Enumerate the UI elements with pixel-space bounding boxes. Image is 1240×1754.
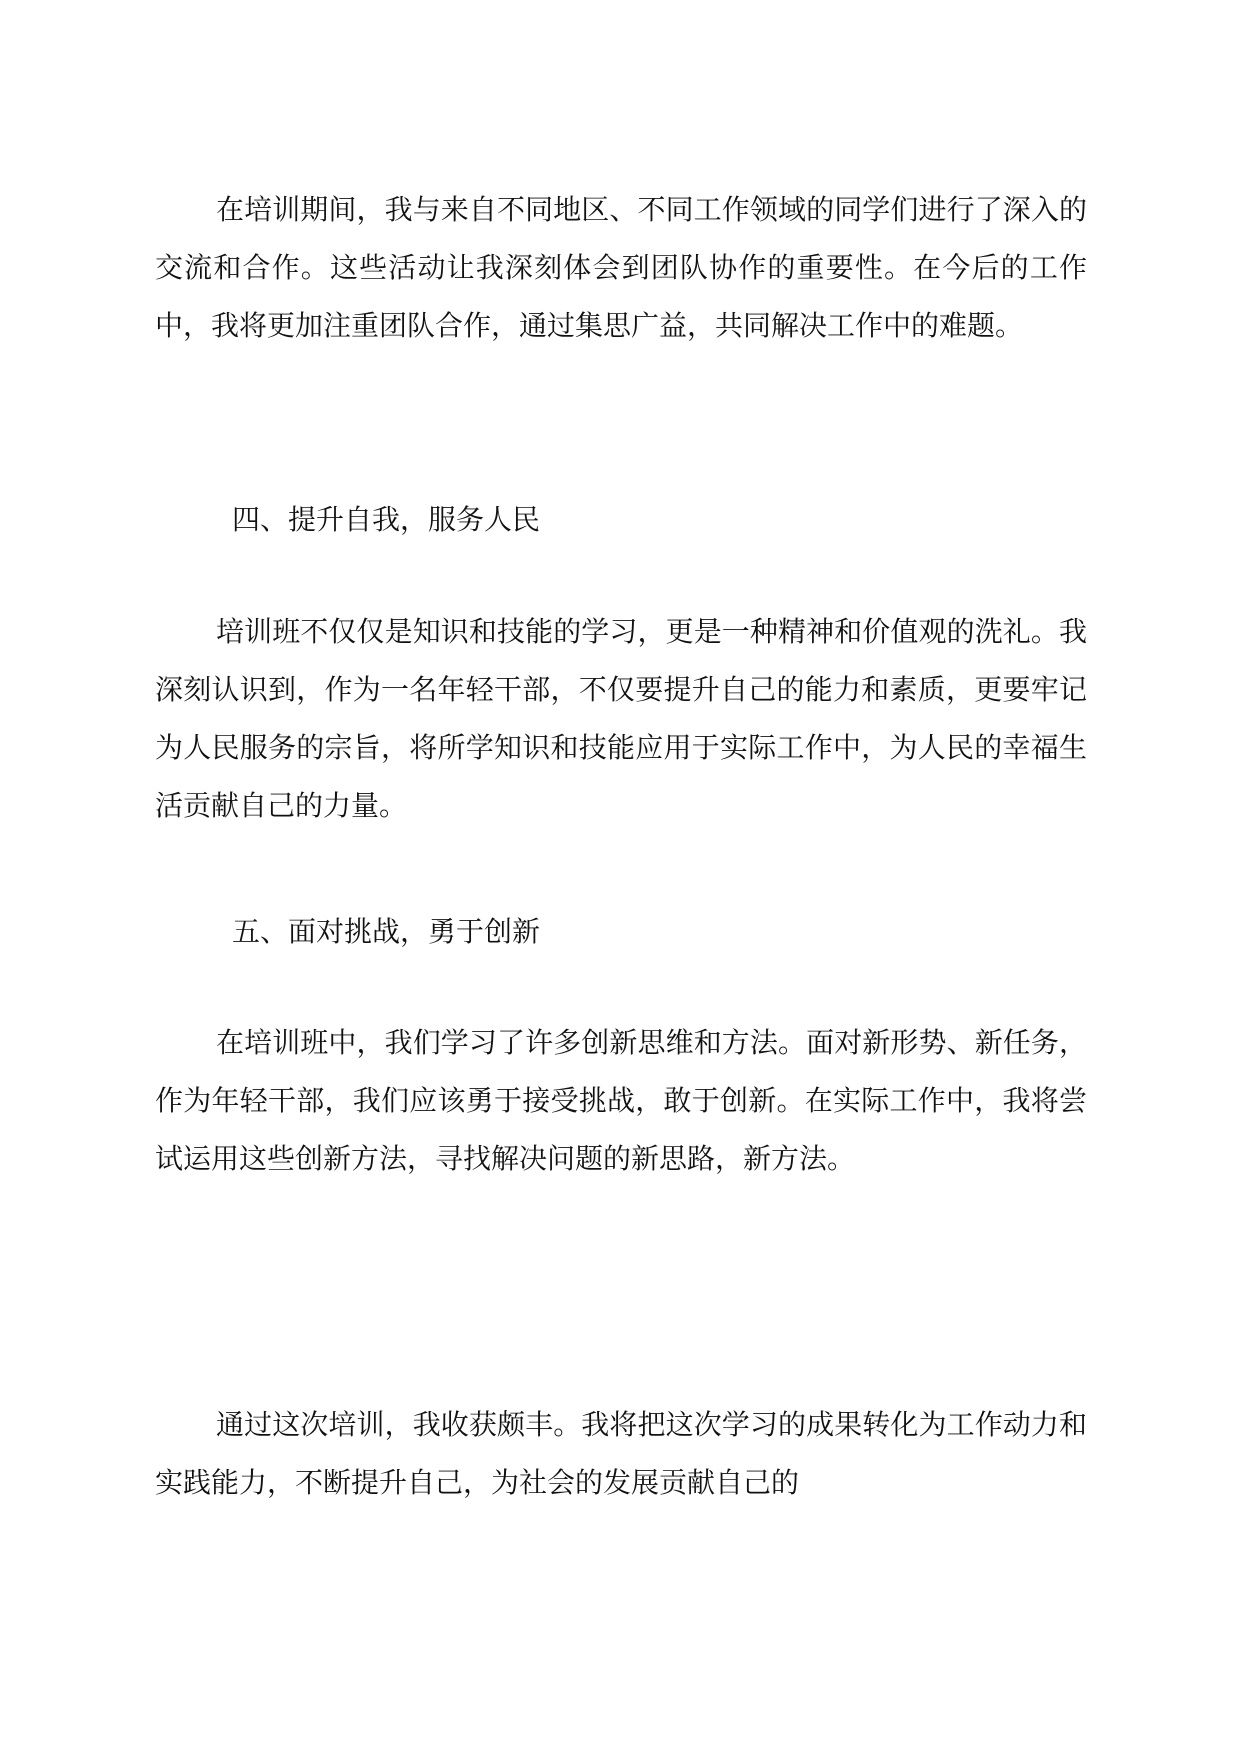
section-heading-four: 四、提升自我，服务人民 <box>232 503 541 536</box>
paragraph-serve-people: 培训班不仅仅是知识和技能的学习，更是一种精神和价值观的洗礼。我深刻认识到，作为一名年轻干部，不仅要提升自己的能力和素质，更要牢记为人民服务的宗旨，将所学知识和技能应用于实际工作中，为人民的幸福生活贡献自己的力量。 <box>155 615 1087 822</box>
paragraph-conclusion: 通过这次培训，我收获颇丰。我将把这次学习的成果转化为工作动力和实践能力，不断提升自己，为社会的发展贡献自己的 <box>155 1408 1087 1499</box>
paragraph-innovation: 在培训班中，我们学习了许多创新思维和方法。面对新形势、新任务，作为年轻干部，我们应该勇于接受挑战，敢于创新。在实际工作中，我将尝试运用这些创新方法，寻找解决问题的新思路，新方法。 <box>155 1026 1087 1175</box>
section-heading-five: 五、面对挑战，勇于创新 <box>232 915 541 948</box>
paragraph-team-collaboration: 在培训期间，我与来自不同地区、不同工作领域的同学们进行了深入的交流和合作。这些活动让我深刻体会到团队协作的重要性。在今后的工作中，我将更加注重团队合作，通过集思广益，共同解决工作中的难题。 <box>155 193 1087 342</box>
